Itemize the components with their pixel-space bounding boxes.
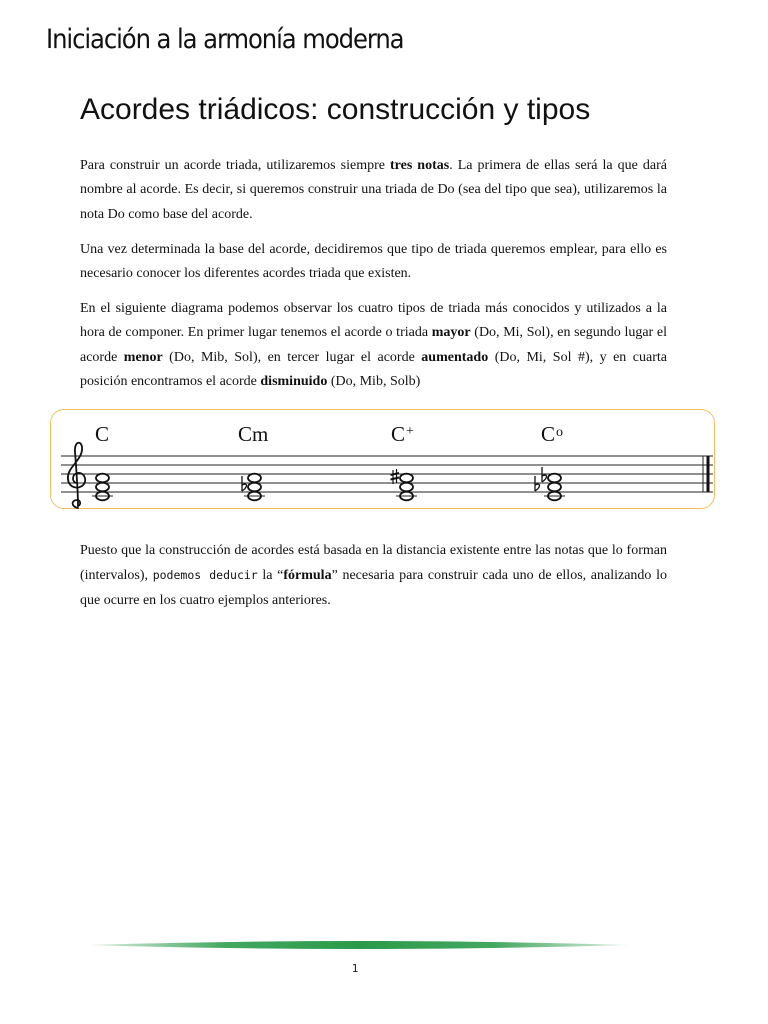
chord-label-c-diminished: $C^o$: [541, 422, 564, 446]
emphasis-tres-notas: tres notas: [389, 158, 450, 173]
treble-clef-icon: [68, 443, 85, 508]
chord-notes-cm: [242, 474, 265, 501]
page-number: 1: [351, 962, 359, 975]
chapter-title: Acordes triádicos: construcción y tipos: [80, 93, 591, 126]
chord-notes-c-diminished: [535, 467, 565, 500]
chord-label-c-augmented: C+: [391, 422, 414, 446]
book-title: Iniciación a la armonía moderna: [46, 24, 404, 55]
paragraph-types: En el siguiente diagrama podemos observar los cuatro tipos de triada más conocidos y utilizados a la hora de componer. En primer lugar tenemos el acorde o triada mayor (Do, Mi, Sol), en segundo lugar el acorde menor (Do, Mib, Sol), en tercer lugar el acorde aumentado (Do, Mi, Sol #), y en cuarta posición encontramos el acorde disminuido (Do, Mib, Solb): [80, 301, 667, 390]
chord-label-cm: Cm: [238, 422, 269, 446]
chord-label-c: C: [95, 422, 110, 446]
emphasis-formula: fórmula: [283, 568, 332, 584]
sharp-icon: [391, 469, 400, 484]
emphasis-menor: menor: [123, 349, 163, 365]
paragraph-formula: Puesto que la construcción de acordes está basada en la distancia existente entre las notas que lo forman (intervalos), podemos deducir la “fórmula” necesaria para construir cada uno de ellos, analizando lo que ocurre en los cuatro ejemplos anteriores.: [80, 543, 667, 608]
emphasis-mayor: mayor: [431, 325, 471, 341]
footer-rule: [88, 938, 630, 952]
paragraph-base: Una vez determinada la base del acorde, decidiremos que tipo de triada queremos emplear, para ello es necesario conocer los diferentes acordes triada que existen.: [80, 242, 667, 282]
chord-staff-diagram: [50, 409, 715, 509]
flat-icon: [535, 467, 547, 491]
emphasis-aumentado: aumentado: [421, 349, 489, 365]
staff-svg: [51, 410, 716, 510]
staff-lines: [61, 456, 713, 492]
emphasis-disminuido: disminuido: [260, 374, 328, 390]
paragraph-intro: Para construir un acorde triada, utilizaremos siempre tres notas. La primera de ellas será la que dará nombre al acorde. Es decir, si queremos construir una triada de Do (sea del tipo que sea), utilizaremos la nota Do como base del acorde.: [80, 158, 667, 222]
mono-phrase: podemos deducir: [152, 568, 258, 583]
chord-notes-c: [92, 474, 113, 501]
